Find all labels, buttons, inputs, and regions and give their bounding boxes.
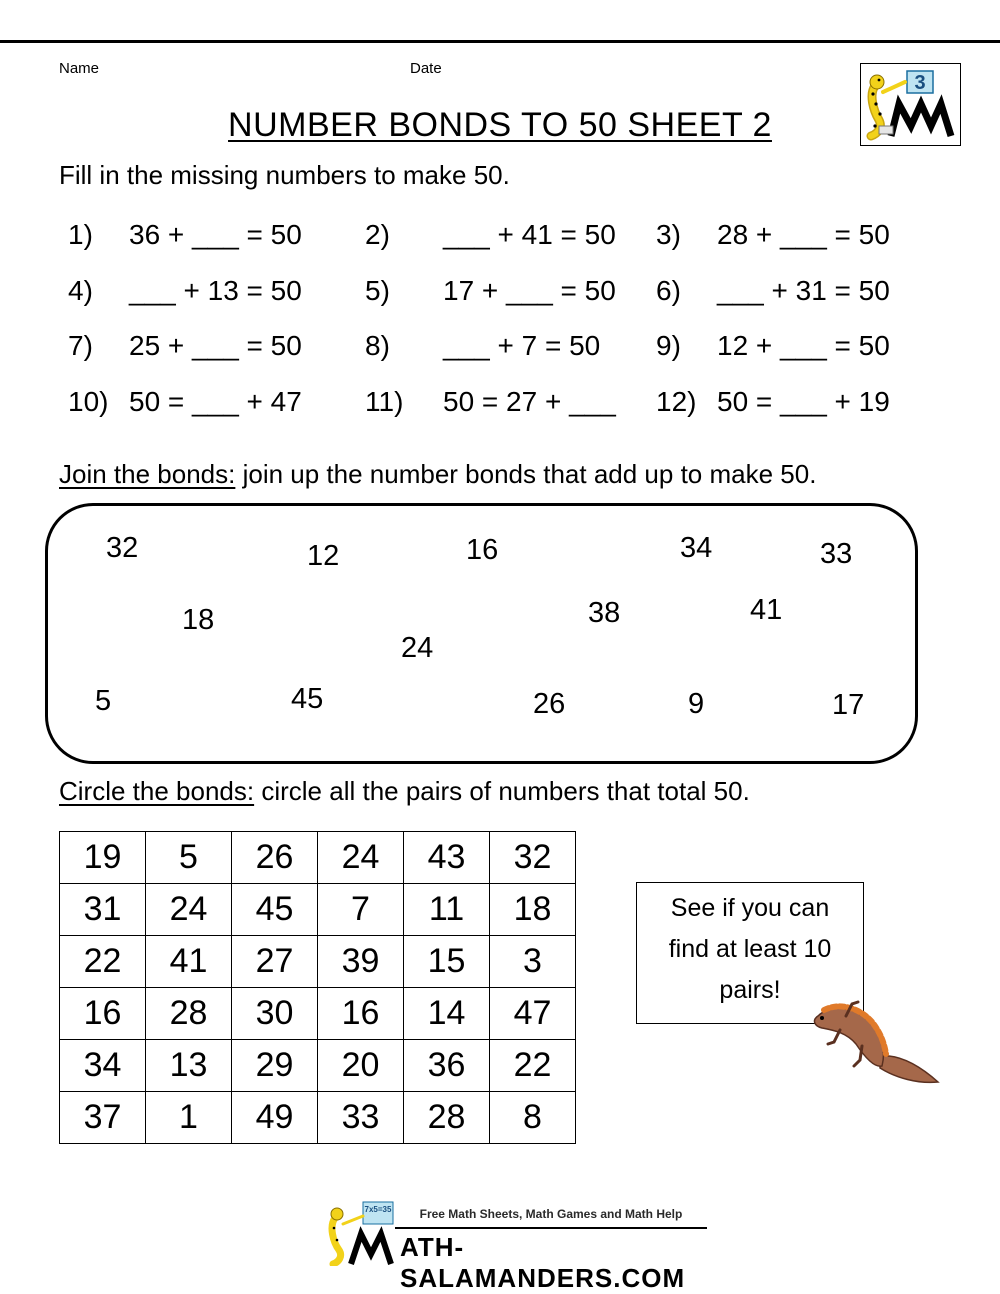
- question-expression: 50 = ___ + 19: [717, 386, 890, 417]
- grid-cell: 47: [490, 988, 576, 1040]
- grid-cell: 30: [232, 988, 318, 1040]
- section3-heading: Circle the bonds:: [59, 776, 255, 806]
- grid-cell: 22: [60, 936, 146, 988]
- bond-number: 45: [291, 683, 324, 715]
- grid-row: [60, 936, 576, 988]
- grid-cell: 29: [232, 1040, 318, 1092]
- circle-bonds-grid: [59, 831, 576, 1144]
- hint-line: find at least 10: [668, 935, 832, 963]
- grid-cell: 37: [60, 1092, 146, 1144]
- footer-rule: [395, 1227, 707, 1229]
- grid-cell: 16: [318, 988, 404, 1040]
- section3-text: circle all the pairs of numbers that total 50.: [254, 776, 750, 806]
- date-label: Date: [410, 60, 442, 77]
- hint-line: See if you can: [670, 894, 830, 922]
- question-number: 12): [656, 386, 697, 417]
- question-number: 6): [656, 275, 681, 306]
- grid-cell: 28: [146, 988, 232, 1040]
- grid-cell: 32: [490, 832, 576, 884]
- question-number: 3): [656, 219, 681, 250]
- grid-cell: 45: [232, 884, 318, 936]
- question-expression: 25 + ___ = 50: [129, 330, 302, 361]
- question-number: 9): [656, 330, 681, 361]
- bond-number: 26: [533, 688, 566, 720]
- grid-cell: 41: [146, 936, 232, 988]
- grid-row: [60, 1040, 576, 1092]
- section3-instruction: [59, 776, 750, 807]
- grid-cell: 33: [318, 1092, 404, 1144]
- grid-row: [60, 832, 576, 884]
- bond-number: 9: [688, 688, 705, 720]
- salamander-icon: [800, 996, 945, 1088]
- grid-cell: 39: [318, 936, 404, 988]
- question-expression: ___ + 31 = 50: [717, 275, 890, 306]
- grid-cell: 22: [490, 1040, 576, 1092]
- grid-cell: 24: [318, 832, 404, 884]
- section2-text: join up the number bonds that add up to make 50.: [235, 459, 817, 489]
- grid-cell: 31: [60, 884, 146, 936]
- grid-cell: 28: [404, 1092, 490, 1144]
- grid-cell: 34: [60, 1040, 146, 1092]
- footer-logo-sign: 7x5=35: [364, 1205, 392, 1214]
- bond-number: 12: [307, 540, 340, 572]
- question-number: 11): [365, 386, 404, 417]
- bond-number: 33: [820, 538, 853, 570]
- grid-cell: 18: [490, 884, 576, 936]
- question-expression: 50 = 27 + ___: [443, 386, 616, 417]
- grid-cell: 5: [146, 832, 232, 884]
- bond-number: 38: [588, 597, 621, 629]
- question-number: 10): [68, 386, 109, 417]
- section2-heading: Join the bonds:: [59, 459, 236, 489]
- question-number: 8): [365, 330, 390, 361]
- grid-cell: 19: [60, 832, 146, 884]
- bond-number: 17: [832, 689, 865, 721]
- footer-brand: ATH-SALAMANDERS.COM: [400, 1232, 686, 1293]
- bond-number: 34: [680, 532, 713, 564]
- grid-cell: 11: [404, 884, 490, 936]
- grid-cell: 1: [146, 1092, 232, 1144]
- grid-row: [60, 884, 576, 936]
- question-expression: 50 = ___ + 47: [129, 386, 302, 417]
- question-number: 2): [365, 219, 390, 250]
- section2-instruction: [59, 459, 816, 490]
- section1-instruction: Fill in the missing numbers to make 50.: [59, 160, 510, 190]
- question-expression: 17 + ___ = 50: [443, 275, 616, 306]
- grid-cell: 36: [404, 1040, 490, 1092]
- footer-tagline: Free Math Sheets, Math Games and Math Help: [419, 1207, 683, 1221]
- grid-cell: 26: [232, 832, 318, 884]
- grid-row: [60, 988, 576, 1040]
- grid-cell: 8: [490, 1092, 576, 1144]
- grid-cell: 15: [404, 936, 490, 988]
- question-number: 5): [365, 275, 390, 306]
- bond-number: 5: [95, 685, 112, 717]
- question-expression: 28 + ___ = 50: [717, 219, 890, 250]
- page-title: NUMBER BONDS TO 50 SHEET 2: [228, 106, 772, 144]
- name-label: Name: [59, 60, 100, 77]
- question-number: 1): [68, 219, 93, 250]
- grid-cell: 20: [318, 1040, 404, 1092]
- question-expression: 12 + ___ = 50: [717, 330, 890, 361]
- grid-cell: 3: [490, 936, 576, 988]
- grid-cell: 7: [318, 884, 404, 936]
- question-expression: 36 + ___ = 50: [129, 219, 302, 250]
- grid-cell: 14: [404, 988, 490, 1040]
- question-number: 4): [68, 275, 93, 306]
- grid-cell: 49: [232, 1092, 318, 1144]
- grid-cell: 16: [60, 988, 146, 1040]
- bond-number: 41: [750, 594, 783, 626]
- bond-number: 18: [182, 604, 215, 636]
- grid-cell: 13: [146, 1040, 232, 1092]
- hint-line: pairs!: [719, 976, 781, 1004]
- bond-number: 16: [466, 534, 499, 566]
- question-expression: ___ + 13 = 50: [129, 275, 302, 306]
- bond-number: 24: [401, 632, 434, 664]
- question-expression: ___ + 41 = 50: [443, 219, 616, 250]
- badge-number: 3: [914, 72, 926, 94]
- question-number: 7): [68, 330, 93, 361]
- grid-cell: 43: [404, 832, 490, 884]
- grid-cell: 27: [232, 936, 318, 988]
- question-expression: ___ + 7 = 50: [443, 330, 601, 361]
- bond-number: 32: [106, 532, 139, 564]
- grid-cell: 24: [146, 884, 232, 936]
- top-rule: [0, 40, 1000, 43]
- grid-row: [60, 1092, 576, 1144]
